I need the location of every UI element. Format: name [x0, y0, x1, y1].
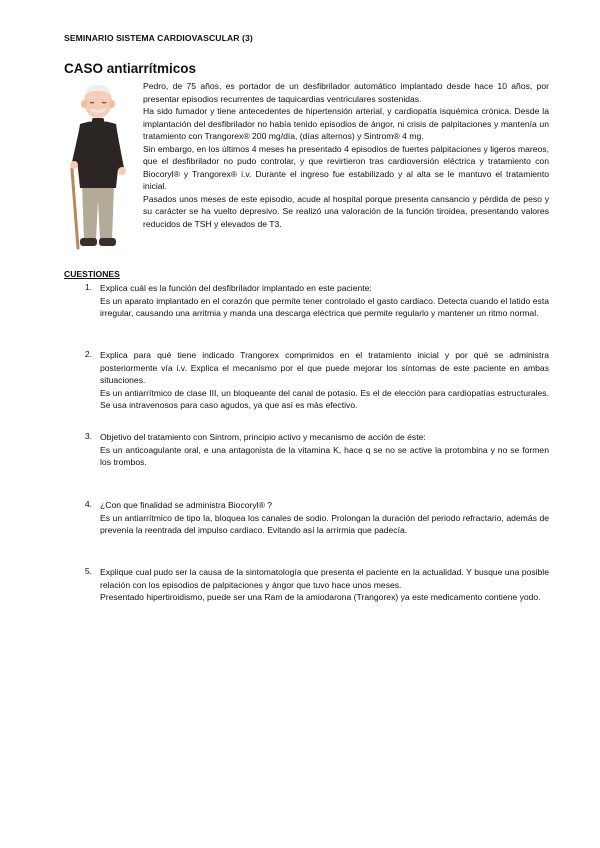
- question-number: 5.: [84, 566, 92, 576]
- question-text: ¿Con que finalidad se administra Biocoryl® ?: [100, 500, 273, 510]
- question-text: Explica cuál es la función del desfibrilador implantado en este paciente:: [100, 283, 372, 293]
- question-block: [100, 566, 549, 604]
- question-block: [100, 282, 549, 320]
- question-number: 1.: [84, 282, 92, 292]
- question-block: [100, 499, 549, 537]
- answer-text: Presentado hipertiroidismo, puede ser una Ram de la amiodarona (Trangorex) ya este medicamento contiene yodo.: [100, 592, 541, 602]
- questions-heading: CUESTIONES: [64, 269, 120, 279]
- question-number: 2.: [84, 349, 92, 359]
- answer-text: Es un anticoagulante oral, e una antagonista de la vitamina K, hace q se no se active la protombina y no se formen los trombos.: [100, 444, 549, 467]
- question-text: Explica para qué tiene indicado Trangorex comprimidos en el tratamiento inicial y por qué se administra posteriormente vía i.v. Explica el mecanismo por el que puede mejorar los síntomas de este paciente en ambas situaciones.: [100, 350, 549, 385]
- question-number: 4.: [84, 499, 92, 509]
- answer-text: Es un antiarrítmico de tipo Ia, bloquea los canales de sodio. Prolongan la duración del periodo refractario, además de prevenía la reentrada del impulso cardiaco. Evitando así la arrirmia que padecía.: [100, 512, 549, 535]
- intro-paragraph: Pedro, de 75 años, es portador de un desfibrilador automático implantado desde hace 10 años, por presentar episodios recurrentes de taquicardias ventriculares sostenidas.: [143, 81, 549, 104]
- question-text: Explique cual pudo ser la causa de la sintomatología que presenta el paciente en la actualidad. Y busque una posible relación con los episodios de palpitaciones y ángor que tuvo hace unos meses.: [100, 567, 549, 590]
- answer-text: Es un aparato implantado en el corazón que permite tener controlado el gasto cardiaco. Detecta cuando el latido esta irregular, causando una arritmia y manda una descarga eléctrica que permite regularlo y mantener un ritmo normal.: [100, 295, 549, 318]
- question-block: [100, 431, 549, 469]
- document-header: SEMINARIO SISTEMA CARDIOVASCULAR (3): [64, 33, 253, 43]
- case-title: CASO antiarrítmicos: [64, 61, 197, 76]
- elderly-man-illustration: [62, 80, 134, 250]
- answer-text: Es un antiarrítmico de clase III, un bloqueante del canal de potasio. Es el de elección para cardiopatías estructurales. Se usa intravenosos para caso agudos, ya que así es más efectivo.: [100, 387, 549, 410]
- question-block: [100, 349, 549, 412]
- intro-paragraph: Pasados unos meses de este episodio, acude al hospital porque presenta cansancio y pérdida de peso y su carácter se ha vuelto depresivo. Se realizó una valoración de la función tiroidea, presentando valores reducidos de TSH y elevados de T3.: [143, 193, 549, 229]
- question-number: 3.: [84, 431, 92, 441]
- case-introduction: [143, 80, 549, 230]
- question-text: Objetivo del tratamiento con Sintrom, principio activo y mecanismo de acción de éste:: [100, 432, 426, 442]
- intro-paragraph: Sin embargo, en los últimos 4 meses ha presentado 4 episodios de fuertes palpitaciones y ligeros mareos, que el desfibrilador no pudo controlar, y que revirtieron tras cardioversión eléctrica y tratamiento con Biocoryl® y Trangorex® i.v. Durante el ingreso fue estabilizado y al alta se le mantuvo el tratamiento inicial.: [143, 143, 549, 191]
- intro-paragraph: Ha sido fumador y tiene antecedentes de hipertensión arterial, y cardiopatía isquémica crónica. Desde la implantación del desfibrilador no había tenido episodios de ángor, ni crisis de palpitaciones y mantenía un tratamiento con Trangorex® 200 mg/día, (días alternos) y Sintrom® 4 mg.: [143, 106, 549, 141]
